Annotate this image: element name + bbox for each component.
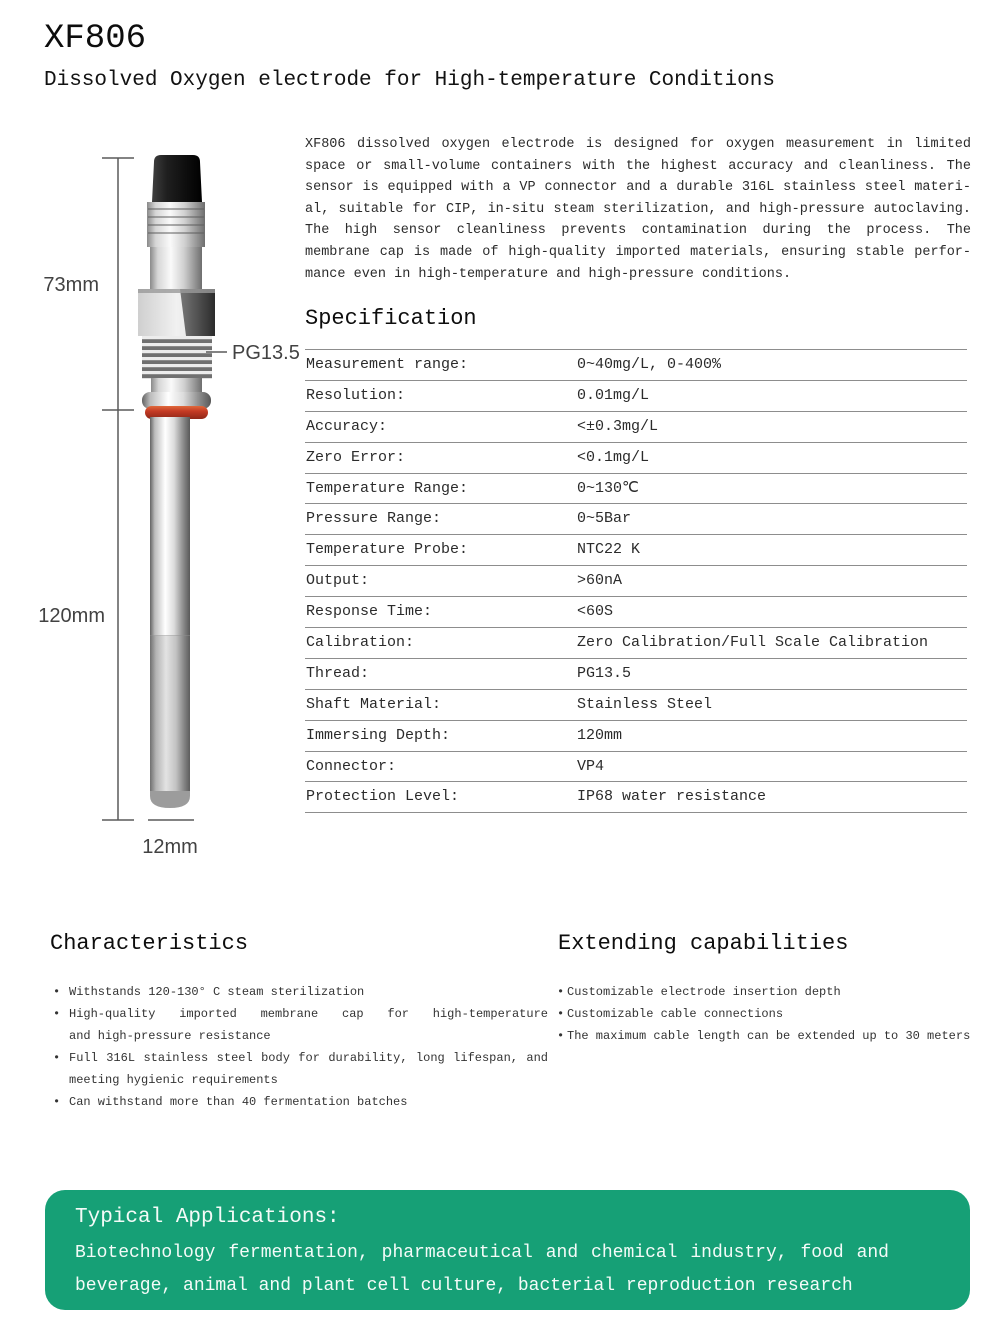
spec-row <box>305 781 967 812</box>
spec-value: VP4 <box>577 757 605 775</box>
spec-row <box>305 380 967 411</box>
spec-value: <±0.3mg/L <box>577 417 659 435</box>
description-line: space or small-volume containers with the highest accuracy and cleanliness. The <box>305 158 971 174</box>
bullet-line: meeting hygienic requirements <box>69 1073 278 1087</box>
bullet-icon: • <box>557 985 565 999</box>
bullet-line: The maximum cable length can be extended up to 30 meters <box>567 1029 971 1043</box>
description-line: sensor is equipped with a VP connector and a durable 316L stainless steel materi- <box>305 180 971 196</box>
spec-label: Calibration: <box>306 634 415 652</box>
applications-body <box>75 1237 889 1303</box>
page-title: XF806 <box>44 20 147 58</box>
bullet-line: Can withstand more than 40 fermentation batches <box>69 1095 408 1109</box>
spec-value: 0.01mg/L <box>577 386 650 404</box>
spec-row <box>305 411 967 442</box>
spec-row <box>305 627 967 658</box>
spec-value: Stainless Steel <box>577 695 713 713</box>
spec-value: 0~40mg/L, 0-400% <box>577 356 722 373</box>
characteristics-list <box>52 981 548 1113</box>
spec-value: NTC22 K <box>577 541 641 559</box>
extending-heading: Extending capabilities <box>558 931 849 956</box>
spec-label: Pressure Range: <box>306 510 442 528</box>
dim-73mm-label: 73mm <box>43 274 99 296</box>
description-line: membrane cap is made of high-quality imported materials, ensuring stable perfor- <box>305 244 971 260</box>
spec-value: IP68 water resistance <box>577 788 767 806</box>
spec-value: PG13.5 <box>577 664 632 682</box>
spec-row <box>305 720 967 751</box>
bullet-line: Customizable electrode insertion depth <box>567 985 841 999</box>
bullet-line: Full 316L stainless steel body for durability, long lifespan, and <box>69 1051 548 1065</box>
specification-table <box>305 349 967 813</box>
spec-label: Connector: <box>306 757 397 775</box>
spec-label: Temperature Range: <box>306 479 469 497</box>
sensor-barrel <box>150 247 202 289</box>
spec-label: Response Time: <box>306 603 433 621</box>
spec-label: Protection Level: <box>306 788 460 806</box>
specification-heading: Specification <box>305 306 477 331</box>
spec-value: 0~130℃ <box>577 479 639 497</box>
description-line: al, suitable for CIP, in-situ steam sterilization, and high-pressure autoclaving. <box>305 201 971 217</box>
spec-label: Accuracy: <box>306 417 388 435</box>
spec-row <box>305 689 967 720</box>
bullet-icon: • <box>53 1007 61 1021</box>
spec-row <box>305 596 967 627</box>
hex-nut-bevel <box>138 289 215 293</box>
spec-label: Thread: <box>306 664 370 682</box>
bullet-item <box>556 1025 988 1047</box>
spec-value: <60S <box>577 603 614 621</box>
spec-label: Shaft Material: <box>306 695 442 713</box>
bullet-line: and high-pressure resistance <box>69 1029 271 1043</box>
spec-label: Resolution: <box>306 386 406 404</box>
bullet-item <box>52 1091 548 1113</box>
bullet-icon: • <box>53 1051 61 1065</box>
bullet-line: Customizable cable connections <box>567 1007 784 1021</box>
description-line: mance even in high-temperature and high-pressure conditions. <box>305 266 792 282</box>
spec-label: Immersing Depth: <box>306 726 451 744</box>
bullet-icon: • <box>53 985 61 999</box>
spec-row <box>305 473 967 504</box>
sensor-neck <box>151 378 202 394</box>
dim-120mm-label: 120mm <box>38 605 105 627</box>
bullet-icon: • <box>557 1029 565 1043</box>
bullet-line: Withstands 120-130° C steam sterilization <box>69 985 365 999</box>
applications-line: Biotechnology fermentation, pharmaceutical and chemical industry, food and <box>75 1243 889 1263</box>
bullet-item <box>556 1003 988 1025</box>
spec-row <box>305 534 967 565</box>
bullet-item <box>52 1003 548 1047</box>
spec-value: 120mm <box>577 726 623 744</box>
sensor-cap <box>152 155 202 202</box>
bullet-icon: • <box>53 1095 61 1109</box>
spec-value: Zero Calibration/Full Scale Calibration <box>577 634 929 652</box>
applications-heading: Typical Applications: <box>75 1206 340 1229</box>
spec-row <box>305 349 967 380</box>
bullet-line: High-quality imported membrane cap for high-temperature <box>69 1007 548 1021</box>
spec-label: Output: <box>306 572 370 590</box>
spec-value: >60nA <box>577 572 623 590</box>
bullet-icon: • <box>557 1007 565 1021</box>
dim-12mm-label: 12mm <box>142 836 198 858</box>
applications-banner <box>45 1190 970 1310</box>
bullet-item <box>52 1047 548 1091</box>
spec-label: Temperature Probe: <box>306 541 469 559</box>
spec-label: Zero Error: <box>306 448 406 466</box>
spec-value: 0~5Bar <box>577 510 632 528</box>
sensor-shaft <box>150 417 190 636</box>
spec-value: <0.1mg/L <box>577 448 650 466</box>
product-photo <box>30 145 300 870</box>
spec-row <box>305 442 967 473</box>
thread-callout-label: PG13.5 <box>232 342 300 364</box>
description-line: The high sensor cleanliness prevents contamination during the process. The <box>305 223 971 239</box>
sensor-tip <box>150 791 190 808</box>
description <box>305 134 971 285</box>
description-line: XF806 dissolved oxygen electrode is designed for oxygen measurement in limited <box>305 137 971 152</box>
spec-row <box>305 565 967 596</box>
sensor-hex-nut-shaded-face <box>180 289 215 336</box>
extending-list <box>556 981 988 1047</box>
applications-line: beverage, animal and plant cell culture, bacterial reproduction research <box>75 1276 853 1296</box>
spec-row <box>305 503 967 534</box>
bullet-item <box>52 981 548 1003</box>
sensor-membrane-section <box>150 636 190 791</box>
sensor-thread <box>142 336 212 378</box>
sensor-illustration <box>138 155 215 808</box>
spec-label: Measurement range: <box>306 356 469 373</box>
characteristics-heading: Characteristics <box>50 931 249 956</box>
bullet-item <box>556 981 988 1003</box>
page-subtitle: Dissolved Oxygen electrode for High-temperature Conditions <box>44 69 775 92</box>
spec-row <box>305 751 967 782</box>
spec-row <box>305 658 967 689</box>
